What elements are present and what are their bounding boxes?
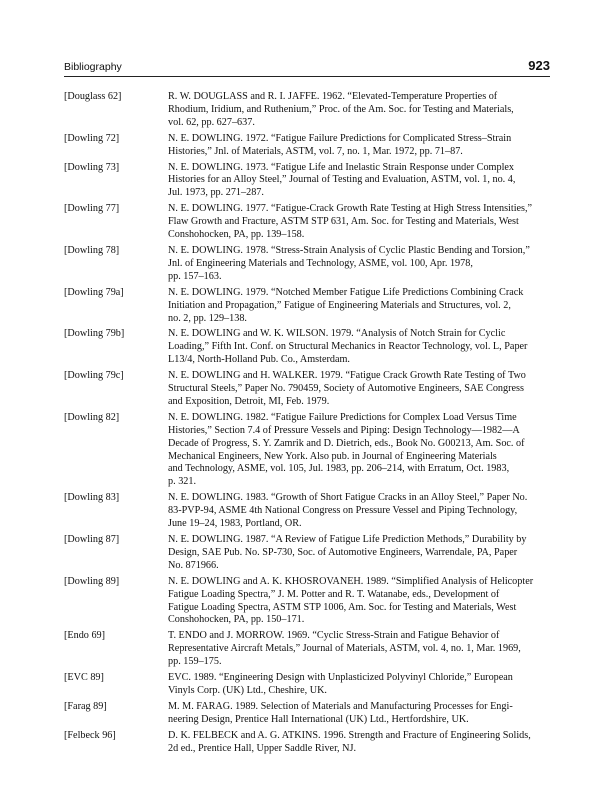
bibliography-entry (64, 133, 550, 159)
citation-key: [Douglass 62] (64, 91, 122, 102)
citation-line: Histories for an Alloy Steel,” Journal of Testing and Evaluation, ASTM, vol. 1, no. 4, (168, 174, 516, 186)
citation-line: and Technology, ASME, vol. 105, Jul. 1983, pp. 206–214, with Erratum, Oct. 1983, (168, 463, 510, 475)
citation-line: no. 2, pp. 129–138. (168, 312, 247, 324)
citation-line: D. K. FELBECK and A. G. ATKINS. 1996. Strength and Fracture of Engineering Solids, (168, 729, 531, 741)
bibliography-entry (64, 328, 550, 367)
citation-key: [Dowling 78] (64, 244, 120, 256)
citation-key: [Dowling 72] (64, 132, 120, 144)
citation-text (168, 730, 550, 756)
citation-line: N. E. DOWLING. 1983. “Growth of Short Fatigue Cracks in an Alloy Steel,” Paper No. (168, 492, 528, 504)
citation-line: Fatigue Loading Spectra,” J. M. Potter and R. T. Watanabe, eds., Development of (168, 588, 500, 600)
citation-line: Jnl. of Engineering Materials and Technology, ASME, vol. 100, Apr. 1978, (168, 257, 473, 269)
bibliography-entry (64, 203, 550, 242)
bibliography-entry (64, 370, 550, 409)
citation-line: 83-PVP-94, ASME 4th National Congress on Pressure Vessel and Piping Technology, (168, 505, 518, 517)
citation-line: neering Design, Prentice Hall International (UK) Ltd., Hertfordshire, UK. (168, 713, 469, 725)
bibliography-list (64, 91, 550, 759)
citation-line: Structural Steels,” Paper No. 790459, Society of Automotive Engineers, SAE Congress (168, 383, 524, 395)
bibliography-entry (64, 534, 550, 573)
citation-line: M. M. FARAG. 1989. Selection of Materials and Manufacturing Processes for Engi- (168, 700, 513, 712)
citation-line: Histories,” Section 7.4 of Pressure Vessels and Piping: Design Technology—1982—A (168, 424, 520, 436)
citation-key: [EVC 89] (64, 672, 104, 684)
citation-line: June 19–24, 1983, Portland, OR. (168, 518, 302, 530)
citation-line: N. E. DOWLING. 1987. “A Review of Fatigue Life Prediction Methods,” Durability by (168, 534, 527, 545)
citation-key: [Dowling 79c] (64, 370, 124, 382)
citation-key: [Dowling 73] (64, 161, 120, 173)
citation-text (168, 576, 550, 628)
bibliography-entry (64, 245, 550, 284)
citation-line: Vinyls Corp. (UK) Ltd., Cheshire, UK. (168, 684, 327, 696)
citation-line: No. 871966. (168, 559, 219, 571)
citation-text (168, 162, 550, 201)
citation-line: vol. 62, pp. 627–637. (168, 116, 255, 128)
bibliography-entry (64, 492, 550, 531)
citation-text (168, 701, 550, 727)
citation-line: 2d ed., Prentice Hall, Upper Saddle River, NJ. (168, 742, 357, 754)
running-header (64, 58, 550, 78)
citation-line: Loading,” Fifth Int. Conf. on Structural Mechanics in Reactor Technology, vol. L, Paper (168, 341, 528, 353)
citation-line: p. 321. (168, 476, 197, 488)
bibliography-entry (64, 412, 550, 489)
citation-text (168, 91, 550, 130)
bibliography-entry (64, 672, 550, 698)
citation-line: Fatigue Loading Spectra, ASTM STP 1006, Am. Soc. for Testing and Materials, West (168, 601, 517, 613)
citation-line: Jul. 1973, pp. 271–287. (168, 187, 264, 199)
citation-line: N. E. DOWLING. 1977. “Fatigue-Crack Growth Rate Testing at High Stress Intensities,” (168, 203, 533, 215)
citation-line: T. ENDO and J. MORROW. 1969. “Cyclic Stress-Strain and Fatigue Behavior of (168, 630, 500, 642)
citation-line: L13/4, North-Holland Pub. Co., Amsterdam. (168, 354, 350, 366)
citation-text (168, 534, 550, 573)
citation-key: [Dowling 83] (64, 492, 120, 504)
bibliography-entry (64, 576, 550, 628)
citation-text (168, 287, 550, 326)
citation-line: N. E. DOWLING. 1982. “Fatigue Failure Predictions for Complex Load Versus Time (168, 411, 517, 423)
page-number: 923 (528, 58, 550, 73)
citation-line: N. E. DOWLING and W. K. WILSON. 1979. “Analysis of Notch Strain for Cyclic (168, 328, 506, 340)
bibliography-entry (64, 701, 550, 727)
citation-key: [Endo 69] (64, 630, 106, 642)
citation-line: Rhodium, Iridium, and Ruthenium,” Proc. of the Am. Soc. for Testing and Materials, (168, 103, 514, 115)
citation-text (168, 630, 550, 669)
citation-key: [Dowling 79b] (64, 328, 125, 340)
citation-key: [Dowling 79a] (64, 286, 124, 298)
citation-key: [Dowling 82] (64, 411, 120, 423)
citation-text (168, 133, 550, 159)
citation-line: Conshohocken, PA, pp. 139–158. (168, 229, 305, 241)
citation-line: EVC. 1989. “Engineering Design with Unplasticized Polyvinyl Chloride,” European (168, 672, 513, 684)
citation-line: Initiation and Propagation,” Fatigue of Engineering Materials and Structures, vol. 2, (168, 299, 511, 311)
citation-text (168, 492, 550, 531)
citation-line: Histories,” Jnl. of Materials, ASTM, vol. 7, no. 1, Mar. 1972, pp. 71–87. (168, 145, 463, 157)
citation-key: [Dowling 87] (64, 534, 120, 545)
bibliography-entry (64, 630, 550, 669)
citation-line: Flaw Growth and Fracture, ASTM STP 631, Am. Soc. for Testing and Materials, West (168, 216, 519, 228)
citation-line: Decade of Progress, S. Y. Zamrik and D. Dietrich, eds., Book No. G00213, Am. Soc. of (168, 437, 525, 449)
citation-text (168, 370, 550, 409)
citation-text (168, 245, 550, 284)
citation-line: R. W. DOUGLASS and R. I. JAFFE. 1962. “Elevated-Temperature Properties of (168, 91, 498, 102)
bibliography-entry (64, 91, 550, 130)
citation-text (168, 203, 550, 242)
citation-line: N. E. DOWLING. 1979. “Notched Member Fatigue Life Predictions Combining Crack (168, 286, 524, 298)
citation-line: pp. 159–175. (168, 656, 222, 668)
citation-key: [Dowling 89] (64, 575, 120, 587)
citation-line: pp. 157–163. (168, 270, 222, 282)
citation-line: N. E. DOWLING and H. WALKER. 1979. “Fatigue Crack Growth Rate Testing of Two (168, 370, 526, 382)
citation-line: N. E. DOWLING. 1972. “Fatigue Failure Predictions for Complicated Stress–Strain (168, 132, 512, 144)
section-title: Bibliography (64, 61, 122, 73)
citation-key: [Dowling 77] (64, 203, 120, 215)
citation-text (168, 412, 550, 489)
bibliography-entry (64, 730, 550, 756)
bibliography-entry (64, 162, 550, 201)
citation-line: Mechanical Engineers, New York. Also pub. in Journal of Engineering Materials (168, 450, 497, 462)
citation-text (168, 672, 550, 698)
citation-line: N. E. DOWLING. 1978. “Stress-Strain Analysis of Cyclic Plastic Bending and Torsion,” (168, 244, 530, 256)
citation-line: Conshohocken, PA, pp. 150–171. (168, 614, 305, 626)
citation-line: Design, SAE Pub. No. SP-730, Soc. of Automotive Engineers, Warrendale, PA, Paper (168, 546, 518, 558)
citation-text (168, 328, 550, 367)
citation-line: N. E. DOWLING and A. K. KHOSROVANEH. 1989. “Simplified Analysis of Helicopter (168, 575, 534, 587)
citation-line: Representative Aircraft Metals,” Journal of Materials, ASTM, vol. 4, no. 1, Mar. 1969, (168, 643, 521, 655)
citation-key: [Farag 89] (64, 700, 107, 712)
header-rule (64, 76, 550, 77)
citation-line: N. E. DOWLING. 1973. “Fatigue Life and Inelastic Strain Response under Complex (168, 161, 515, 173)
bibliography-entry (64, 287, 550, 326)
citation-line: and Exposition, Detroit, MI, Feb. 1979. (168, 395, 330, 407)
citation-key: [Felbeck 96] (64, 729, 116, 741)
